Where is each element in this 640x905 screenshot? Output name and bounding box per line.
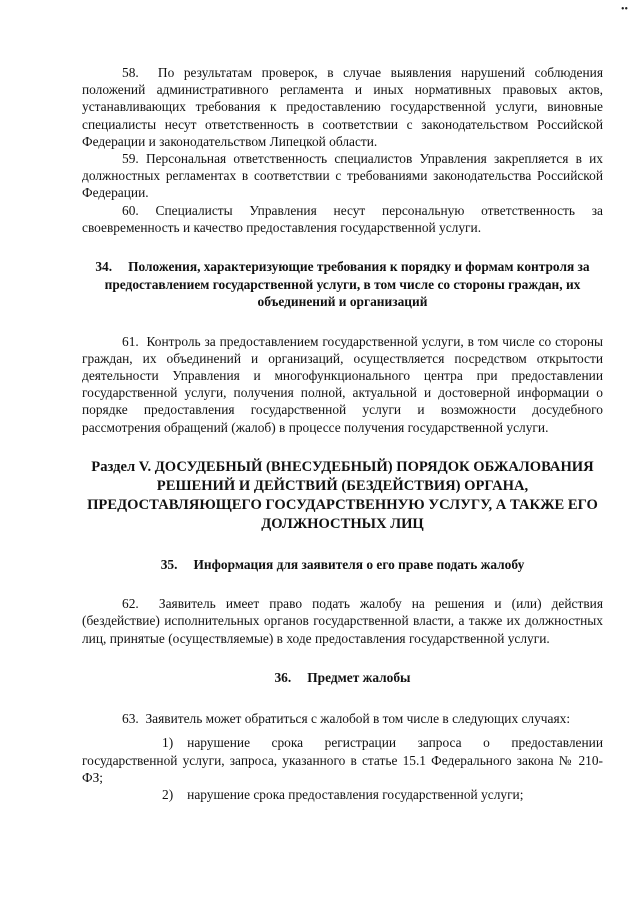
heading-number: 35.: [160, 556, 178, 572]
paragraph-number: 61.: [122, 333, 139, 349]
heading-35: [82, 556, 603, 574]
paragraph-63: [82, 708, 603, 730]
heading-text: Положения, характеризующие требования к порядку и формам контроля за предоставлением государственной услуги, в том числе со стороны граждан, их объединений и организаций: [104, 259, 590, 310]
paragraph-number: 62.: [122, 596, 139, 612]
paragraph-number: 60.: [122, 202, 139, 218]
paragraph-text: Заявитель может обратиться с жалобой в том числе в следующих случаях:: [145, 711, 571, 727]
paragraph-text: Контроль за предоставлением государственной услуги, в том числе со стороны граждан, их объединений и организаций, осуществляется посредством открытости деятельности Управления и многофункционального центра при предоставлении государственной услуги, получения полной, актуальной и достоверной информации о порядке предоставления государственной услуги и возможности досудебного рассмотрения обращений (жалоб) в процессе получения государственной услуги.: [82, 333, 603, 435]
paragraph-58: [82, 64, 603, 150]
corner-mark: ••: [620, 4, 628, 15]
document-page: [82, 64, 603, 803]
list-number: 2): [162, 786, 174, 802]
paragraph-62: [82, 595, 603, 647]
paragraph-text: Заявитель имеет право подать жалобу на решения и (или) действия (бездействие) исполнительных органов государственной власти, а также их должностных лиц, принятые (осуществляемые) в ходе предоставления государственной услуги.: [82, 596, 603, 646]
heading-36: [82, 669, 603, 687]
section-v-title: Раздел V. ДОСУДЕБНЫЙ (ВНЕСУДЕБНЫЙ) ПОРЯДОК ОБЖАЛОВАНИЯ РЕШЕНИЙ И ДЕЙСТВИЙ (БЕЗДЕЙСТВИЯ) ОРГАНА, ПРЕДОСТАВЛЯЮЩЕГО ГОСУДАРСТВЕННУЮ УСЛУГУ, А ТАКЖЕ ЕГО ДОЛЖНОСТНЫХ ЛИЦ: [87, 458, 598, 532]
heading-text: Предмет жалобы: [307, 669, 411, 685]
list-text: нарушение срока регистрации запроса о предоставлении государственной услуги, запроса, указанного в статье 15.1 Федерального закона № 210-ФЗ;: [82, 735, 603, 785]
heading-34: [82, 258, 603, 311]
paragraph-number: 58.: [122, 65, 139, 80]
paragraph-text: По результатам проверок, в случае выявления нарушений соблюдения положений административного регламента и иных нормативных правовых актов, устанавливающих требования к предоставлению государственной услуги, виновные специалисты несут ответственность в соответствии с законодательством Российской Федерации и законодательством Липецкой области.: [82, 65, 603, 149]
paragraph-60: [82, 202, 603, 236]
list-item-2: [82, 786, 603, 803]
list-text: нарушение срока предоставления государственной услуги;: [187, 786, 524, 802]
paragraph-text: Специалисты Управления несут персональную ответственность за своевременность и качество предоставления государственной услуги.: [82, 202, 603, 235]
paragraph-61: [82, 333, 603, 436]
paragraph-number: 63.: [122, 711, 139, 727]
heading-text: Информация для заявителя о его праве подать жалобу: [193, 556, 525, 572]
heading-number: 36.: [274, 669, 292, 685]
paragraph-number: 59.: [122, 151, 139, 167]
paragraph-59: [82, 150, 603, 202]
list-number: 1): [162, 735, 174, 751]
list-item-1: [82, 734, 603, 786]
paragraph-text: Персональная ответственность специалистов Управления закрепляется в их должностных регламентах в соответствии с требованиями законодательства Российской Федерации.: [82, 151, 603, 201]
heading-number: 34.: [95, 259, 113, 275]
